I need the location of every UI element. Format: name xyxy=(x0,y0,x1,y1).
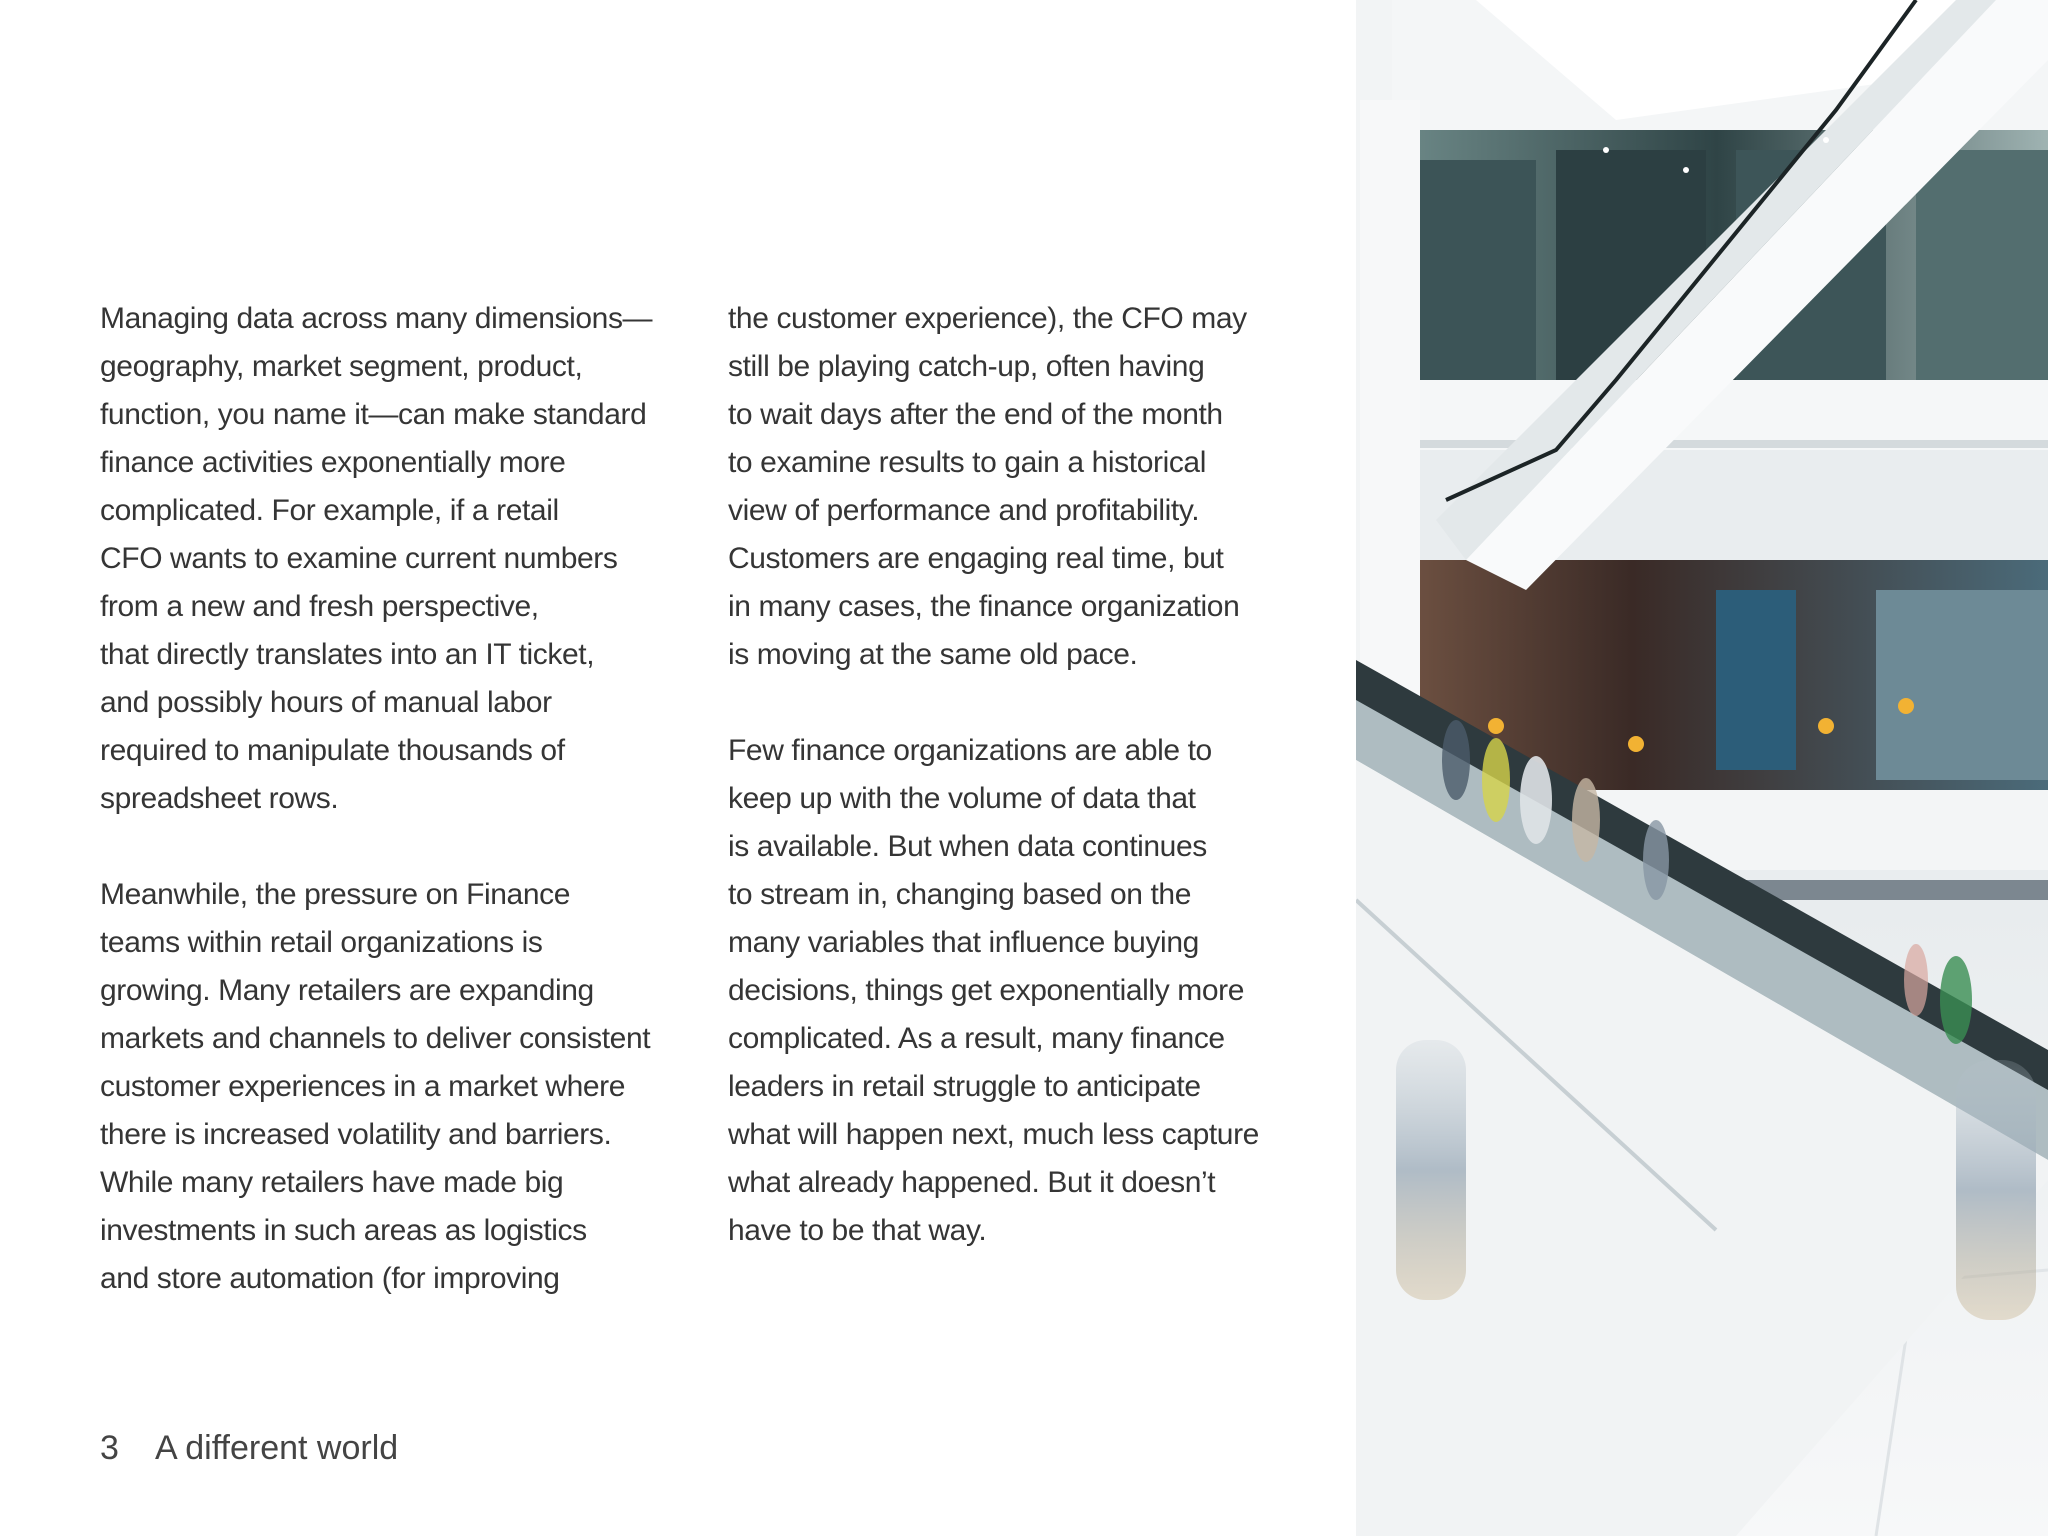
blurred-pedestrian xyxy=(1956,1060,2036,1320)
text-line: CFO wants to examine current numbers xyxy=(100,542,618,575)
text-line: geography, market segment, product, xyxy=(100,350,583,383)
ceiling-light xyxy=(1603,147,1609,153)
text-line: have to be that way. xyxy=(728,1214,987,1247)
text-line: there is increased volatility and barriers. xyxy=(100,1118,612,1151)
text-line: in many cases, the finance organization xyxy=(728,590,1240,623)
text-line: and store automation (for improving xyxy=(100,1262,560,1295)
text-line: finance activities exponentially more xyxy=(100,446,566,479)
text-line: complicated. As a result, many finance xyxy=(728,1022,1225,1055)
text-line: to examine results to gain a historical xyxy=(728,446,1206,479)
body-text xyxy=(100,295,1330,1305)
left-column xyxy=(100,295,720,1303)
shop-window xyxy=(1716,590,1796,770)
text-line: investments in such areas as logistics xyxy=(100,1214,587,1247)
ceiling-light xyxy=(1683,167,1689,173)
text-line: While many retailers have made big xyxy=(100,1166,564,1199)
ceiling-light xyxy=(1823,137,1829,143)
balcony-rail xyxy=(1356,440,2048,448)
blurred-pedestrian xyxy=(1396,1040,1466,1300)
page-footer xyxy=(100,1424,398,1472)
page-number: 3 xyxy=(100,1429,119,1467)
text-line: Meanwhile, the pressure on Finance xyxy=(100,878,571,911)
section-title: A different world xyxy=(155,1429,399,1467)
text-line: to stream in, changing based on the xyxy=(728,878,1191,911)
text-line: is available. But when data continues xyxy=(728,830,1207,863)
text-line: from a new and fresh perspective, xyxy=(100,590,539,623)
text-line: and possibly hours of manual labor xyxy=(100,686,552,719)
text-line: the customer experience), the CFO may xyxy=(728,302,1247,335)
pendant-lamp xyxy=(1898,698,1914,714)
text-line: function, you name it—can make standard xyxy=(100,398,647,431)
text-line: decisions, things get exponentially more xyxy=(728,974,1244,1007)
shop-window xyxy=(1876,590,2048,780)
text-line: keep up with the volume of data that xyxy=(728,782,1196,815)
text-line: to wait days after the end of the month xyxy=(728,398,1223,431)
text-line: what already happened. But it doesn’t xyxy=(728,1166,1216,1199)
paragraph-gap xyxy=(728,679,1330,727)
paragraph-gap xyxy=(100,823,720,871)
text-line: what will happen next, much less capture xyxy=(728,1118,1259,1151)
pendant-lamp xyxy=(1628,736,1644,752)
text-line: Managing data across many dimensions— xyxy=(100,302,653,335)
right-column xyxy=(728,295,1330,1255)
text-line: growing. Many retailers are expanding xyxy=(100,974,594,1007)
upper-window xyxy=(1916,150,2048,390)
upper-window xyxy=(1416,160,1536,390)
pendant-lamp xyxy=(1488,718,1504,734)
text-line: view of performance and profitability. xyxy=(728,494,1200,527)
text-line: spreadsheet rows. xyxy=(100,782,339,815)
text-line: is moving at the same old pace. xyxy=(728,638,1138,671)
balcony-pattern xyxy=(1736,880,2048,902)
text-line: complicated. For example, if a retail xyxy=(100,494,559,527)
text-line: customer experiences in a market where xyxy=(100,1070,626,1103)
text-line: that directly translates into an IT ticket, xyxy=(100,638,595,671)
text-line: many variables that influence buying xyxy=(728,926,1199,959)
text-line: Few finance organizations are able to xyxy=(728,734,1212,767)
text-line: teams within retail organizations is xyxy=(100,926,543,959)
text-line: leaders in retail struggle to anticipate xyxy=(728,1070,1201,1103)
text-line: markets and channels to deliver consistent xyxy=(100,1022,651,1055)
pendant-lamp xyxy=(1818,718,1834,734)
text-line: Customers are engaging real time, but xyxy=(728,542,1224,575)
shopping-mall-escalators-photo xyxy=(1356,0,2048,1536)
text-line: still be playing catch-up, often having xyxy=(728,350,1205,383)
photo-illustration xyxy=(1356,0,2048,1536)
text-line: required to manipulate thousands of xyxy=(100,734,565,767)
